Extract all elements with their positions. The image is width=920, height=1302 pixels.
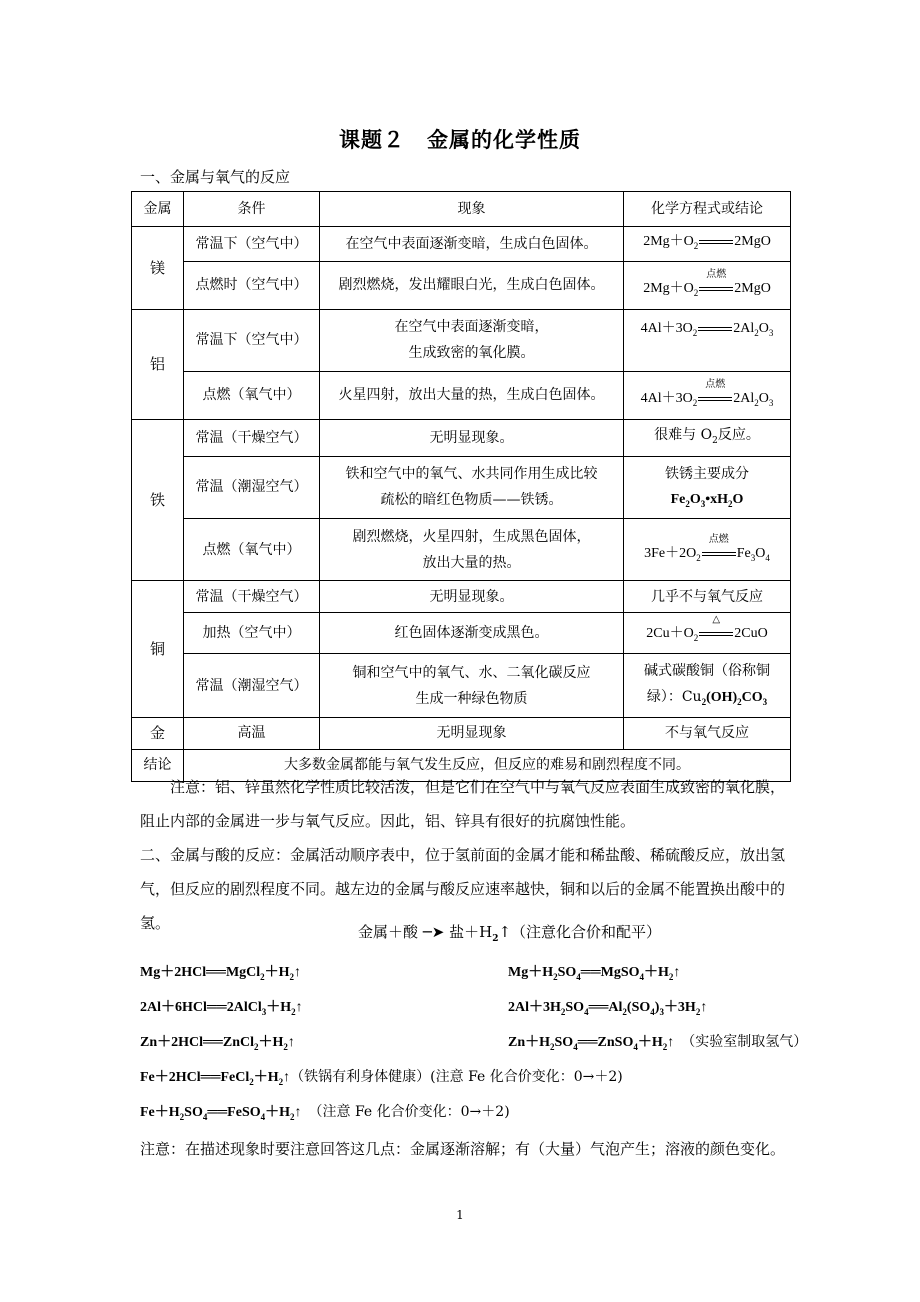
conclusion-cell: 几乎不与氧气反应: [624, 581, 791, 613]
table-row: [132, 456, 791, 519]
conclusion-cell: 不与氧气反应: [624, 717, 791, 749]
equation-fe-hcl: $Fe+2HCl══FeCl_2+H_2↑$（铁锅有利身体健康）(注意 Fe 化合价变化：0→＋2): [140, 1069, 623, 1087]
column-header: 现象: [320, 192, 624, 227]
metal-oxygen-table: [131, 191, 791, 782]
equation-cell: $4Al+3O_2$ 点燃 $2Al_2O_3$: [624, 371, 791, 419]
equation-cell: $3Fe+2O_2$ 点燃 $Fe_3O_4$: [624, 519, 791, 581]
section-acid-intro: 二、金属与酸的反应：金属活动顺序表中，位于氢前面的金属才能和稀盐酸、稀硫酸反应，放出氢气，但反应的剧烈程度不同。越左边的金属与酸反应速率越快，铜和以后的金属不能置换出酸中的氢。: [140, 846, 786, 932]
equation-mg-hcl: $Mg+2HCl══MgCl_2+H_2↑$: [140, 965, 302, 982]
table-row: [132, 371, 791, 419]
equation-mg-h2so4: $Mg+H_2SO_4══MgSO_4+H_2↑$: [508, 965, 681, 982]
equation-cell: $4Al+3O_2$ $2Al_2O_3$: [624, 309, 791, 371]
equation-cell: $2Mg+O_2$ 点燃 2MgO: [624, 261, 791, 309]
metal-cell: 铝: [132, 309, 184, 419]
table-header-row: [132, 192, 791, 227]
table-row: [132, 309, 791, 371]
condition-cell: 点燃（氧气中）: [184, 371, 320, 419]
phenomenon-cell: 剧烈燃烧，发出耀眼白光，生成白色固体。: [320, 261, 624, 309]
conclusion-text: 大多数金属都能与氧气发生反应，但反应的难易和剧烈程度不同。: [184, 749, 791, 781]
metal-cell: 铜: [132, 581, 184, 718]
table-row: [132, 613, 791, 654]
equation-fe-h2so4: $Fe+H_2SO_4══FeSO_4+H_2↑$ （注意 Fe 化合价变化：0→＋2): [140, 1104, 510, 1122]
equation-cell: $2Mg+O_2$ 2MgO: [624, 227, 791, 262]
condition-cell: 高温: [184, 717, 320, 749]
equation-cell: $2Cu+O_2$ △ 2CuO: [624, 613, 791, 654]
table-row: [132, 227, 791, 262]
table-row: [132, 419, 791, 456]
column-header: 化学方程式或结论: [624, 192, 791, 227]
conclusion-cell: 很难与 $O_2$反应。: [624, 419, 791, 456]
section-heading-oxygen: 一、金属与氧气的反应: [140, 168, 291, 186]
condition-cell: 常温（潮湿空气）: [184, 654, 320, 718]
column-header: 条件: [184, 192, 320, 227]
general-equation: 金属＋酸 ─➤ 盐$+H_2↑$（注意化合价和配平）: [358, 923, 662, 944]
metal-cell: 镁: [132, 227, 184, 310]
note-phenomenon: 注意：在描述现象时要注意回答这几点：金属逐渐溶解；有（大量）气泡产生；溶液的颜色变化。: [140, 1140, 786, 1158]
phenomenon-cell: 无明显现象。: [320, 581, 624, 613]
phenomenon-cell: 无明显现象。: [320, 419, 624, 456]
table-row: [132, 519, 791, 581]
equation-zn-hcl: $Zn+2HCl══ZnCl_2+H_2↑$: [140, 1035, 295, 1052]
conclusion-cell: 铁锈主要成分 $Fe_2O_3•xH_2O$: [624, 456, 791, 519]
phenomenon-cell: 铁和空气中的氧气、水共同作用生成比较 疏松的暗红色物质——铁锈。: [320, 456, 624, 519]
conclusion-label: 结论: [132, 749, 184, 781]
condition-cell: 常温（干燥空气）: [184, 419, 320, 456]
table-row: [132, 717, 791, 749]
conclusion-cell: 碱式碳酸铜（俗称铜 绿）：$Cu_2(OH)_2CO_3$: [624, 654, 791, 718]
condition-cell: 点燃时（空气中）: [184, 261, 320, 309]
equation-al-h2so4: $2Al+3H_2SO_4══Al_2(SO_4)_3+3H_2↑$: [508, 1000, 708, 1017]
phenomenon-cell: 无明显现象: [320, 717, 624, 749]
column-header: 金属: [132, 192, 184, 227]
condition-cell: 常温下（空气中）: [184, 309, 320, 371]
condition-cell: 常温（干燥空气）: [184, 581, 320, 613]
phenomenon-cell: 剧烈燃烧，火星四射，生成黑色固体， 放出大量的热。: [320, 519, 624, 581]
note-aluminium-zinc: 注意：铝、锌虽然化学性质比较活泼，但是它们在空气中与氧气反应表面生成致密的氧化膜，阻止内部的金属进一步与氧气反应。因此，铝、锌具有很好的抗腐蚀性能。: [140, 778, 786, 830]
phenomenon-cell: 在空气中表面逐渐变暗，生成白色固体。: [320, 227, 624, 262]
metal-cell: 铁: [132, 419, 184, 581]
page-title: 课题２ 金属的化学性质: [339, 127, 581, 152]
equation-al-hcl: $2Al+6HCl══2AlCl_3+H_2↑$: [140, 1000, 303, 1017]
table-row: [132, 261, 791, 309]
condition-cell: 常温（潮湿空气）: [184, 456, 320, 519]
phenomenon-cell: 铜和空气中的氧气、水、二氧化碳反应 生成一种绿色物质: [320, 654, 624, 718]
table-row: [132, 581, 791, 613]
condition-cell: 点燃（氧气中）: [184, 519, 320, 581]
table-row: [132, 654, 791, 718]
metal-cell: 金: [132, 717, 184, 749]
page-number: 1: [456, 1208, 464, 1222]
condition-cell: 加热（空气中）: [184, 613, 320, 654]
condition-cell: 常温下（空气中）: [184, 227, 320, 262]
equation-zn-h2so4: $Zn+H_2SO_4══ZnSO_4+H_2↑$ （实验室制取氢气）: [508, 1034, 808, 1052]
phenomenon-cell: 火星四射，放出大量的热，生成白色固体。: [320, 371, 624, 419]
phenomenon-cell: 红色固体逐渐变成黑色。: [320, 613, 624, 654]
phenomenon-cell: 在空气中表面逐渐变暗， 生成致密的氧化膜。: [320, 309, 624, 371]
